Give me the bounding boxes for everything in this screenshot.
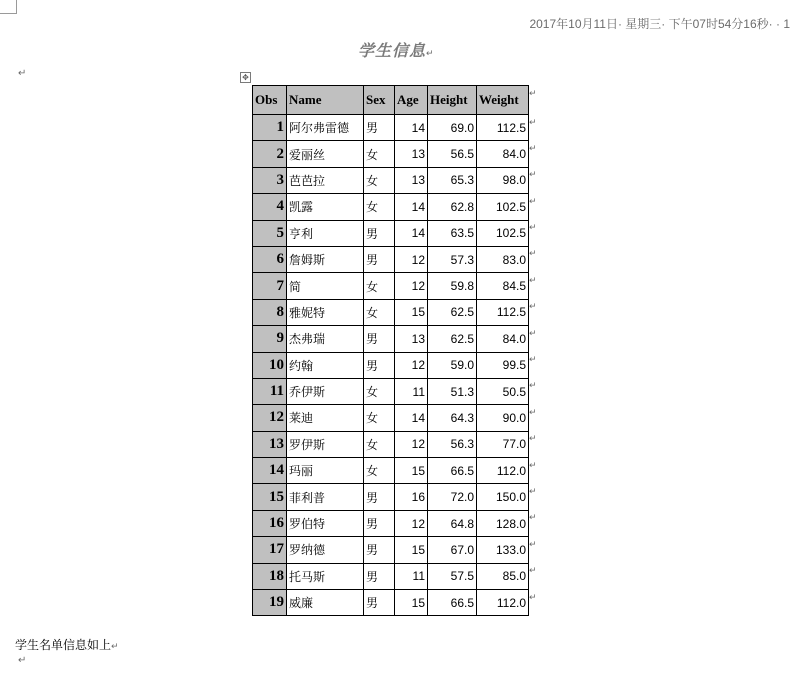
obs-cell[interactable]: 2	[253, 141, 287, 167]
obs-cell[interactable]: 14	[253, 458, 287, 484]
name-cell[interactable]: 凯露	[287, 194, 364, 220]
table-row	[253, 405, 529, 431]
row-end-mark-icon: ↵	[529, 143, 537, 154]
height-cell[interactable]: 64.8	[428, 510, 477, 536]
weight-cell[interactable]: 150.0	[477, 484, 529, 510]
weight-cell[interactable]: 85.0	[477, 563, 529, 589]
table-row	[253, 246, 529, 272]
table-row	[253, 299, 529, 325]
sex-cell[interactable]: 女	[364, 167, 395, 193]
age-cell[interactable]: 14	[395, 194, 428, 220]
age-cell[interactable]: 14	[395, 220, 428, 246]
age-cell[interactable]: 15	[395, 590, 428, 616]
weight-cell[interactable]: 77.0	[477, 431, 529, 457]
sex-cell[interactable]: 女	[364, 299, 395, 325]
row-end-mark-icon: ↵	[529, 566, 537, 577]
sex-cell[interactable]: 男	[364, 246, 395, 272]
table-row	[253, 141, 529, 167]
name-cell[interactable]: 阿尔弗雷德	[287, 115, 364, 141]
row-end-mark-icon: ↵	[529, 486, 537, 497]
age-cell[interactable]: 11	[395, 378, 428, 404]
name-cell[interactable]: 爱丽丝	[287, 141, 364, 167]
table-row	[253, 431, 529, 457]
row-end-mark-icon: ↵	[529, 275, 537, 286]
row-end-mark-icon: ↵	[529, 328, 537, 339]
sex-cell[interactable]: 男	[364, 563, 395, 589]
row-end-mark-icon: ↵	[529, 170, 537, 181]
sex-cell[interactable]: 男	[364, 326, 395, 352]
table-row	[253, 378, 529, 404]
column-header-height[interactable]: Height	[428, 86, 477, 115]
row-end-mark-icon: ↵	[529, 434, 537, 445]
obs-cell[interactable]: 15	[253, 484, 287, 510]
table-row	[253, 273, 529, 299]
sex-cell[interactable]: 女	[364, 405, 395, 431]
sex-cell[interactable]: 男	[364, 352, 395, 378]
sex-cell[interactable]: 男	[364, 484, 395, 510]
height-cell[interactable]: 65.3	[428, 167, 477, 193]
height-cell[interactable]: 56.5	[428, 141, 477, 167]
sex-cell[interactable]: 女	[364, 458, 395, 484]
column-header-weight[interactable]: Weight	[477, 86, 529, 115]
name-cell[interactable]: 杰弗瑞	[287, 326, 364, 352]
weight-cell[interactable]: 102.5	[477, 194, 529, 220]
table-row	[253, 194, 529, 220]
row-end-mark-icon: ↵	[529, 381, 537, 392]
weight-cell[interactable]: 112.0	[477, 590, 529, 616]
column-header-obs[interactable]: Obs	[253, 86, 287, 115]
page-title-text: 学生信息	[358, 43, 427, 60]
age-cell[interactable]: 11	[395, 563, 428, 589]
name-cell[interactable]: 托马斯	[287, 563, 364, 589]
weight-cell[interactable]: 98.0	[477, 167, 529, 193]
height-cell[interactable]: 62.5	[428, 326, 477, 352]
height-cell[interactable]: 64.3	[428, 405, 477, 431]
paragraph-mark-icon: ↵	[111, 642, 119, 652]
age-cell[interactable]: 16	[395, 484, 428, 510]
age-cell[interactable]: 15	[395, 299, 428, 325]
sex-cell[interactable]: 男	[364, 510, 395, 536]
table-row	[253, 563, 529, 589]
obs-cell[interactable]: 18	[253, 563, 287, 589]
row-end-mark-icon: ↵	[529, 355, 537, 366]
sex-cell[interactable]: 男	[364, 220, 395, 246]
obs-cell[interactable]: 1	[253, 115, 287, 141]
weight-cell[interactable]: 90.0	[477, 405, 529, 431]
sex-cell[interactable]: 女	[364, 431, 395, 457]
height-cell[interactable]: 56.3	[428, 431, 477, 457]
row-end-mark-icon: ↵	[529, 302, 537, 313]
weight-cell[interactable]: 133.0	[477, 537, 529, 563]
age-cell[interactable]: 15	[395, 537, 428, 563]
name-cell[interactable]: 简	[287, 273, 364, 299]
sex-cell[interactable]: 女	[364, 141, 395, 167]
height-cell[interactable]: 67.0	[428, 537, 477, 563]
age-cell[interactable]: 13	[395, 167, 428, 193]
age-cell[interactable]: 12	[395, 273, 428, 299]
age-cell[interactable]: 12	[395, 431, 428, 457]
obs-cell[interactable]: 17	[253, 537, 287, 563]
height-cell[interactable]: 57.5	[428, 563, 477, 589]
row-end-mark-icon: ↵	[529, 592, 537, 603]
obs-cell[interactable]: 12	[253, 405, 287, 431]
table-row	[253, 352, 529, 378]
paragraph-mark-icon: ↵	[426, 48, 435, 58]
obs-cell[interactable]: 13	[253, 431, 287, 457]
name-cell[interactable]: 乔伊斯	[287, 378, 364, 404]
weight-cell[interactable]: 84.0	[477, 326, 529, 352]
name-cell[interactable]: 罗纳德	[287, 537, 364, 563]
height-cell[interactable]: 59.0	[428, 352, 477, 378]
obs-cell[interactable]: 6	[253, 246, 287, 272]
name-cell[interactable]: 詹姆斯	[287, 246, 364, 272]
height-cell[interactable]: 69.0	[428, 115, 477, 141]
height-cell[interactable]: 62.5	[428, 299, 477, 325]
column-header-age[interactable]: Age	[395, 86, 428, 115]
footer-text[interactable]: 学生名单信息如上	[15, 638, 112, 652]
row-end-mark-icon: ↵	[529, 223, 537, 234]
obs-cell[interactable]: 9	[253, 326, 287, 352]
age-cell[interactable]: 13	[395, 141, 428, 167]
obs-cell[interactable]: 4	[253, 194, 287, 220]
table-move-handle-icon[interactable]: ✥	[240, 72, 251, 83]
row-end-mark-icon: ↵	[529, 117, 537, 128]
obs-cell[interactable]: 16	[253, 510, 287, 536]
row-end-mark-icon: ↵	[529, 513, 537, 524]
height-cell[interactable]: 63.5	[428, 220, 477, 246]
height-cell[interactable]: 59.8	[428, 273, 477, 299]
table-row	[253, 458, 529, 484]
name-cell[interactable]: 罗伊斯	[287, 431, 364, 457]
row-end-mark-icon: ↵	[529, 88, 537, 99]
height-cell[interactable]: 57.3	[428, 246, 477, 272]
paragraph-mark-icon: ↵	[18, 655, 27, 666]
sex-cell[interactable]: 女	[364, 378, 395, 404]
height-cell[interactable]: 62.8	[428, 194, 477, 220]
obs-cell[interactable]: 11	[253, 378, 287, 404]
name-cell[interactable]: 芭芭拉	[287, 167, 364, 193]
age-cell[interactable]: 12	[395, 510, 428, 536]
height-cell[interactable]: 66.5	[428, 590, 477, 616]
age-cell[interactable]: 12	[395, 352, 428, 378]
sex-cell[interactable]: 女	[364, 194, 395, 220]
header-datetime: 2017年10月11日· 星期三· 下午07时54分16秒· · 1	[529, 17, 790, 31]
age-cell[interactable]: 13	[395, 326, 428, 352]
table-row	[253, 326, 529, 352]
footer-paragraph	[15, 636, 119, 653]
height-cell[interactable]: 72.0	[428, 484, 477, 510]
weight-cell[interactable]: 84.0	[477, 141, 529, 167]
table-row	[253, 220, 529, 246]
table-row	[253, 510, 529, 536]
table-row	[253, 115, 529, 141]
table-row	[253, 167, 529, 193]
height-cell[interactable]: 51.3	[428, 378, 477, 404]
row-end-mark-icon: ↵	[529, 407, 537, 418]
age-cell[interactable]: 12	[395, 246, 428, 272]
table-row	[253, 590, 529, 616]
column-header-name[interactable]: Name	[287, 86, 364, 115]
obs-cell[interactable]: 7	[253, 273, 287, 299]
age-cell[interactable]: 15	[395, 458, 428, 484]
name-cell[interactable]: 雅妮特	[287, 299, 364, 325]
table-row	[253, 537, 529, 563]
sex-cell[interactable]: 男	[364, 115, 395, 141]
obs-cell[interactable]: 5	[253, 220, 287, 246]
weight-cell[interactable]: 112.0	[477, 458, 529, 484]
obs-cell[interactable]: 19	[253, 590, 287, 616]
weight-cell[interactable]: 112.5	[477, 299, 529, 325]
page-corner-marker	[0, 0, 17, 14]
sex-cell[interactable]: 女	[364, 273, 395, 299]
obs-cell[interactable]: 8	[253, 299, 287, 325]
table-row	[253, 484, 529, 510]
weight-cell[interactable]: 83.0	[477, 246, 529, 272]
weight-cell[interactable]: 112.5	[477, 115, 529, 141]
table-body	[253, 115, 529, 616]
row-end-mark-icon: ↵	[529, 460, 537, 471]
table-header-row	[253, 86, 529, 115]
paragraph-mark-icon: ↵	[18, 68, 27, 79]
name-cell[interactable]: 莱迪	[287, 405, 364, 431]
age-cell[interactable]: 14	[395, 405, 428, 431]
weight-cell[interactable]: 84.5	[477, 273, 529, 299]
column-header-sex[interactable]: Sex	[364, 86, 395, 115]
row-end-mark-icon: ↵	[529, 196, 537, 207]
sex-cell[interactable]: 男	[364, 590, 395, 616]
weight-cell[interactable]: 128.0	[477, 510, 529, 536]
weight-cell[interactable]: 50.5	[477, 378, 529, 404]
row-end-mark-icon: ↵	[529, 249, 537, 260]
sex-cell[interactable]: 男	[364, 537, 395, 563]
name-cell[interactable]: 玛丽	[287, 458, 364, 484]
name-cell[interactable]: 约翰	[287, 352, 364, 378]
name-cell[interactable]: 威廉	[287, 590, 364, 616]
height-cell[interactable]: 66.5	[428, 458, 477, 484]
obs-cell[interactable]: 3	[253, 167, 287, 193]
row-end-mark-icon: ↵	[529, 539, 537, 550]
obs-cell[interactable]: 10	[253, 352, 287, 378]
weight-cell[interactable]: 102.5	[477, 220, 529, 246]
name-cell[interactable]: 菲利普	[287, 484, 364, 510]
name-cell[interactable]: 亨利	[287, 220, 364, 246]
age-cell[interactable]: 14	[395, 115, 428, 141]
page-title	[358, 38, 435, 61]
weight-cell[interactable]: 99.5	[477, 352, 529, 378]
name-cell[interactable]: 罗伯特	[287, 510, 364, 536]
student-table	[252, 85, 529, 616]
